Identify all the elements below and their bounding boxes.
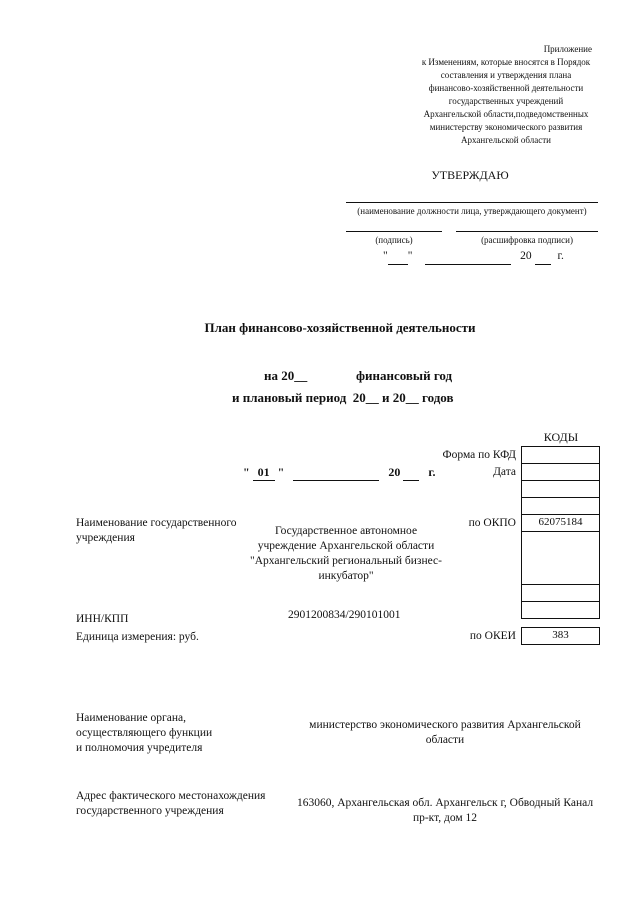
date-month-blank — [293, 465, 379, 481]
plan-fin-year: финансовый год — [356, 368, 453, 383]
okpo-label: по ОКПО — [468, 517, 516, 529]
plan-planned-period: и плановый период 20__ и 20__ годов — [232, 390, 454, 405]
date-line — [243, 465, 435, 481]
plan-for-year: на 20__ — [264, 368, 308, 383]
position-line — [346, 202, 598, 203]
code-cell-date — [521, 463, 600, 481]
inn-label: ИНН/КПП — [76, 613, 129, 625]
month-blank — [425, 249, 511, 265]
institution-label-line: учреждения — [76, 532, 135, 544]
founder-label — [76, 711, 212, 756]
appendix-line: к Изменениям, которые вносятся в Порядок — [421, 57, 591, 67]
appendix-title: Приложение — [543, 44, 592, 54]
appendix-line: государственных учреждений — [448, 96, 564, 106]
okei-label: по ОКЕИ — [469, 630, 516, 642]
code-cell-3 — [521, 480, 600, 498]
founder-label-line: осуществляющего функции — [76, 727, 213, 739]
quote: " — [243, 465, 250, 479]
code-cell-okei: 383 — [521, 627, 600, 645]
address-label — [76, 789, 265, 819]
inn-value: 2901200834/290101001 — [288, 609, 401, 621]
plan-title: План финансово-хозяйственной деятельности — [204, 320, 476, 335]
appendix-line: финансово-хозяйственной деятельности — [428, 83, 584, 93]
year-prefix: 20 — [520, 250, 532, 262]
approve-date — [383, 249, 603, 265]
founder-value-line: области — [425, 734, 465, 746]
appendix-line: министерству экономического развития — [429, 122, 583, 132]
unit-label: Единица измерения: руб. — [76, 631, 199, 643]
institution-label-line: Наименование государственного — [76, 517, 237, 529]
signature-caption: (подпись) — [375, 235, 413, 245]
code-cell-8 — [521, 601, 600, 619]
address-value — [290, 796, 600, 826]
code-cell-okpo: 62075184 — [521, 514, 600, 532]
address-label-line: государственного учреждения — [76, 805, 224, 817]
year-suffix: г. — [557, 250, 564, 262]
day-blank — [388, 249, 408, 265]
appendix-line: Архангельской области,подведомственных — [423, 109, 589, 119]
date-day: 01 — [253, 465, 275, 481]
appendix-text — [408, 56, 604, 147]
institution-name-line: "Архангельский региональный бизнес- — [250, 555, 442, 567]
founder-label-line: и полномочия учредителя — [76, 742, 203, 754]
quote: " — [383, 250, 388, 262]
position-caption: (наименование должности лица, утверждающего документ) — [357, 206, 587, 216]
form-kfd-label: Форма по КФД — [442, 449, 516, 461]
codes-header: КОДЫ — [543, 430, 579, 444]
institution-name-line: учреждение Архангельской области — [257, 540, 435, 552]
date-label: Дата — [493, 466, 516, 478]
date-year-blank — [403, 465, 419, 481]
code-cell-4 — [521, 497, 600, 515]
address-label-line: Адрес фактического местонахождения — [76, 790, 266, 802]
institution-label — [76, 516, 237, 546]
institution-name-line: инкубатор" — [318, 570, 374, 582]
founder-label-line: Наименование органа, — [76, 712, 186, 724]
quote: " — [277, 465, 285, 479]
founder-value — [300, 718, 590, 748]
signature-line — [346, 231, 442, 232]
appendix-line: Архангельской области — [461, 135, 551, 145]
institution-name-line: Государственное автономное — [274, 525, 418, 537]
address-value-line: пр-кт, дом 12 — [412, 812, 478, 824]
date-suffix: г. — [428, 465, 436, 479]
approve-title: УТВЕРЖДАЮ — [431, 168, 509, 182]
code-cell-tall — [521, 531, 600, 585]
code-cell-form — [521, 446, 600, 464]
decoding-line — [456, 231, 598, 232]
code-cell-7 — [521, 584, 600, 602]
quote: " — [407, 250, 413, 262]
date-year: 20 — [388, 465, 401, 479]
decoding-caption: (расшифровка подписи) — [481, 235, 573, 245]
address-value-line: 163060, Архангельская обл. Архангельск г, Обводный Канал — [296, 797, 594, 809]
founder-value-line: министерство экономического развития Архангельской — [309, 719, 581, 731]
year-blank — [535, 249, 551, 265]
institution-name — [244, 524, 448, 584]
appendix-line: составления и утверждения плана — [440, 70, 572, 80]
